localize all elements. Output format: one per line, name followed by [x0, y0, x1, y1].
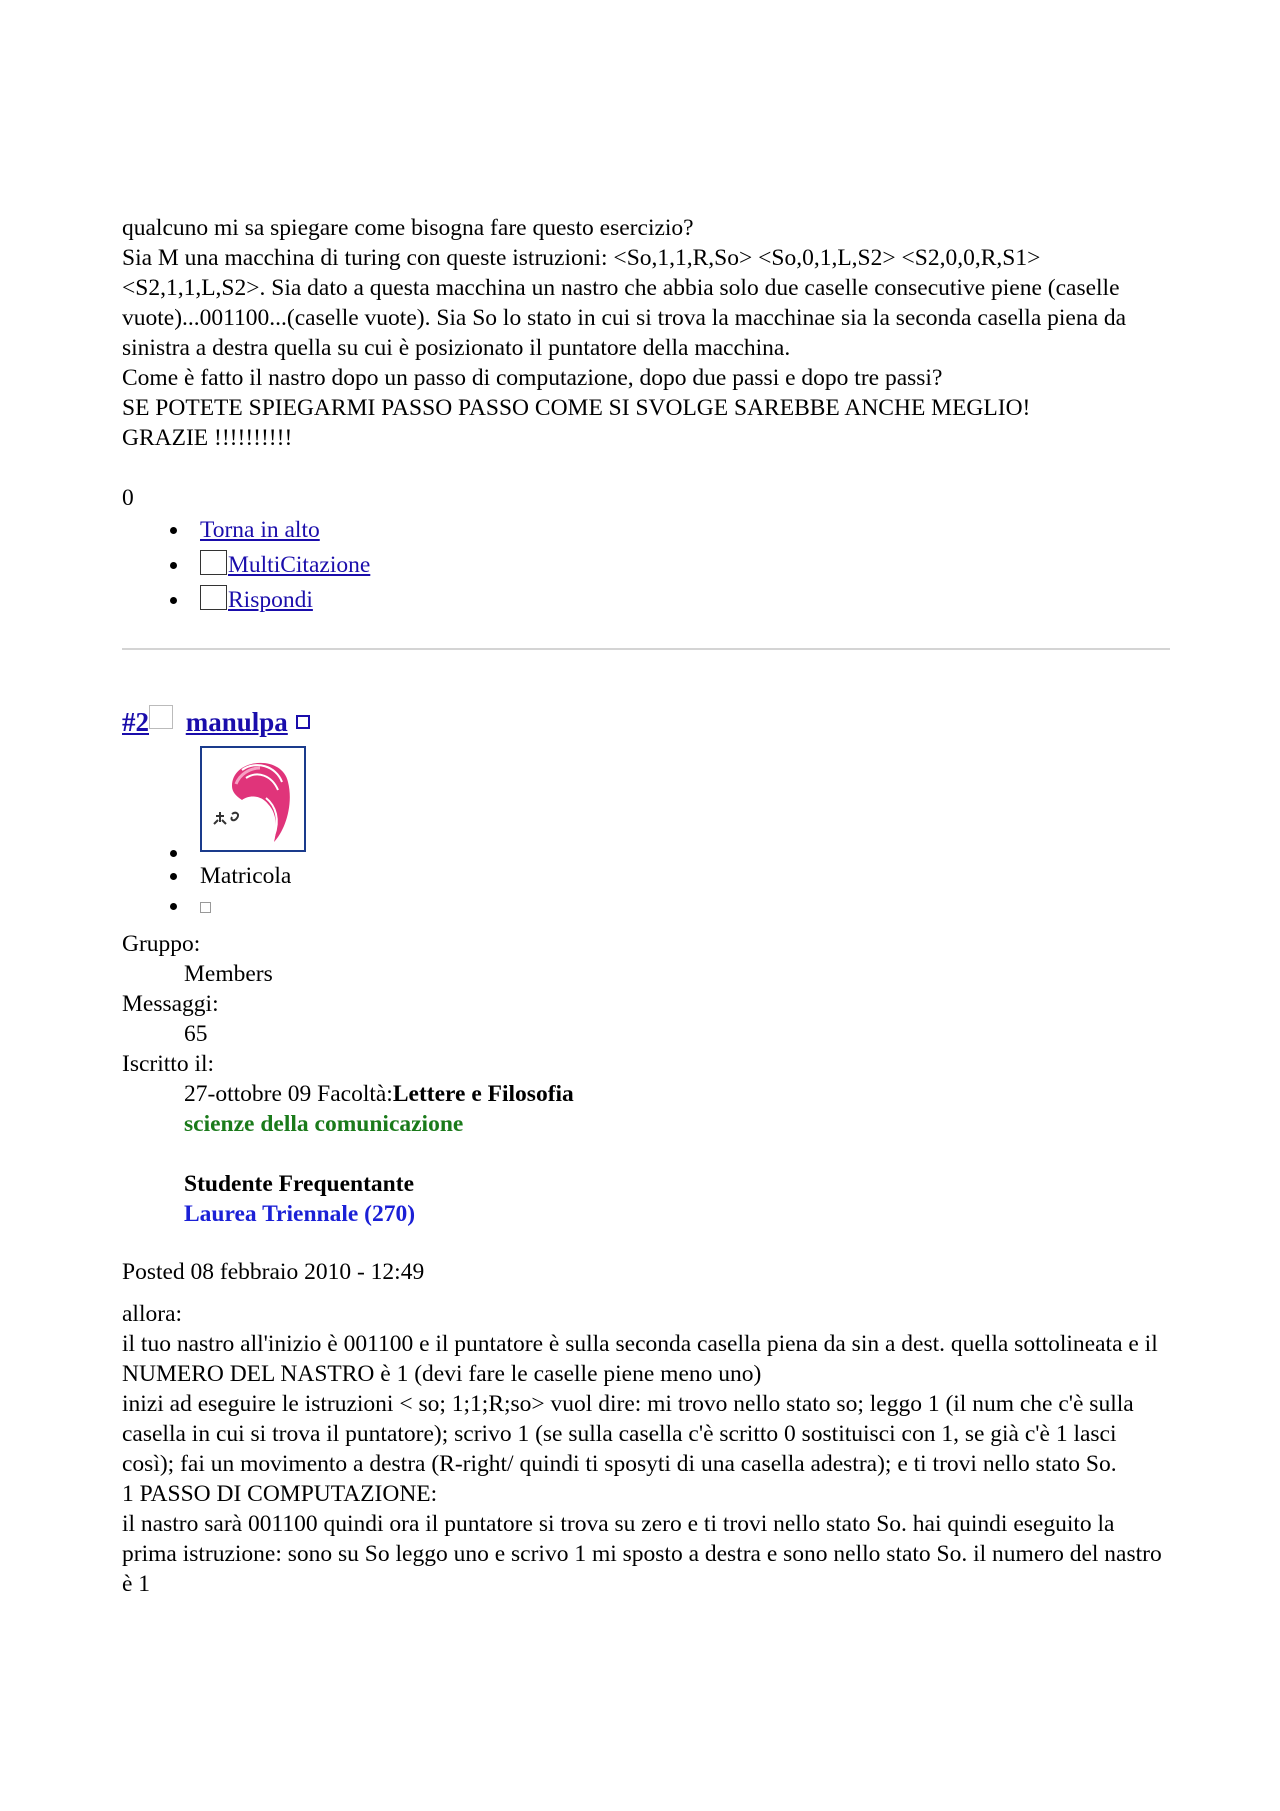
degree-value: Laurea Triennale (270) [184, 1201, 416, 1227]
action-item [122, 548, 1170, 583]
action-item [122, 513, 1170, 548]
student-status: Studente Frequentante [184, 1171, 414, 1197]
rank-pip-icon [200, 902, 211, 913]
post-1-actions [122, 513, 1170, 618]
post-1-line: Come è fatto il nastro dopo un passo di computazione, dopo due passi e dopo tre passi? [122, 365, 943, 391]
avatar-image-icon [202, 748, 304, 850]
posts-label: Messaggi: [122, 991, 219, 1017]
author-details [122, 746, 1170, 921]
post-select-checkbox-icon[interactable] [149, 705, 173, 729]
joined-line [184, 1079, 1170, 1109]
post-2-line: 1 PASSO DI COMPUTAZIONE: [122, 1481, 438, 1507]
post-1-line: qualcuno mi sa spiegare come bisogna fare questo esercizio? [122, 215, 694, 241]
post-1-line: GRAZIE !!!!!!!!!! [122, 425, 293, 451]
joined-details [184, 1079, 1170, 1229]
post-number-link[interactable]: #2 [122, 707, 149, 737]
post-divider [122, 648, 1170, 650]
post-2-body [122, 1299, 1170, 1599]
joined-label: Iscritto il: [122, 1051, 215, 1077]
post-2-line: inizi ad eseguire le istruzioni < so; 1;1;R;so> vuol dire: mi trovo nello stato so; leggo 1 (il num che c'è sulla casella in cui si trova il puntatore); scrivo 1 (se sulla casella c'è scritto 0 sostituisci con 1, se già c'è 1 lasci così); fai un movimento a destra (R-right/ quindi ti sposyti di una casella adestra); e ti trovi nello stato So. [122, 1391, 1134, 1477]
online-status-icon [296, 715, 310, 729]
multiquote-checkbox-icon[interactable] [200, 550, 227, 575]
faculty-value: Lettere e Filosofia [392, 1081, 574, 1107]
post-2-header [122, 705, 1170, 738]
post-date: Posted 08 febbraio 2010 - 12:49 [122, 1259, 425, 1285]
forum-page [122, 213, 1170, 1599]
multiquote-link[interactable]: MultiCitazione [228, 552, 371, 578]
post-1-score: 0 [122, 485, 134, 511]
post-1-body [122, 213, 1170, 453]
post-1-line: Sia M una macchina di turing con queste istruzioni: <So,1,1,R,So> <So,0,1,L,S2> <S2,0,0,R,S1> <S2,1,1,L,S2>. Sia dato a questa macchina un nastro che abbia solo due caselle consecutive piene (caselle vuote)...001100...(caselle vuote). Sia So lo stato in cui si trova la macchinae sia la seconda casella piena da sinistra a destra quella su cui è posizionato il puntatore della macchina. [122, 245, 1127, 361]
action-item [122, 583, 1170, 618]
posts-value: 65 [184, 1021, 208, 1047]
rank-icon-item [122, 891, 1170, 921]
course-value: scienze della comunicazione [184, 1111, 464, 1137]
group-label: Gruppo: [122, 931, 201, 957]
reply-checkbox-icon[interactable] [200, 585, 227, 610]
post-2-line: allora: [122, 1301, 183, 1327]
author-link[interactable]: manulpa [185, 707, 288, 737]
spacer [184, 1139, 1170, 1169]
avatar[interactable] [200, 746, 306, 852]
reply-link[interactable]: Rispondi [228, 587, 313, 613]
rank-item: Matricola [122, 861, 1170, 891]
group-value: Members [184, 961, 273, 987]
avatar-item [122, 746, 1170, 861]
post-2-line: il tuo nastro all'inizio è 001100 e il puntatore è sulla seconda casella piena da sin a dest. quella sottolineata e il NUMERO DEL NASTRO è 1 (devi fare le caselle piene meno uno) [122, 1331, 1158, 1387]
joined-value: 27-ottobre 09 [184, 1081, 312, 1107]
post-1-line: SE POTETE SPIEGARMI PASSO PASSO COME SI SVOLGE SAREBBE ANCHE MEGLIO! [122, 395, 1031, 421]
author-info [122, 929, 1170, 1229]
faculty-label: Facoltà: [317, 1081, 393, 1107]
back-to-top-link[interactable]: Torna in alto [200, 517, 320, 543]
post-2-line: il nastro sarà 001100 quindi ora il puntatore si trova su zero e ti trovi nello stato So. hai quindi eseguito la prima istruzione: sono su So leggo uno e scrivo 1 mi sposto a destra e sono nello stato So. il numero del nastro è 1 [122, 1511, 1162, 1597]
